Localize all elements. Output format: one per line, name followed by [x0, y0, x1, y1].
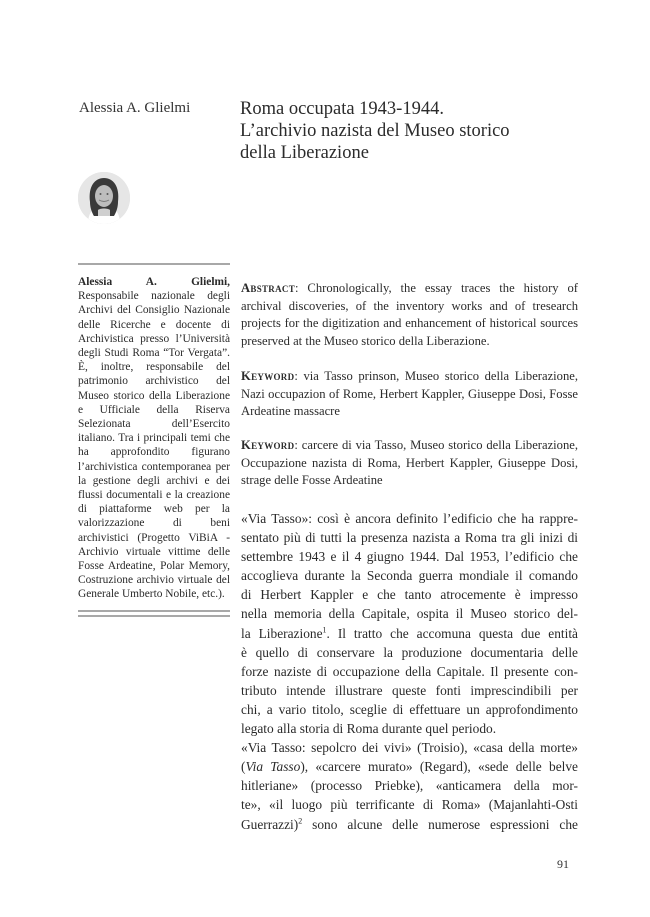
- body-line: forze naziste di occupazione della Capitale. Il presente con-: [241, 663, 578, 679]
- body-text-run: Guerrazzi): [241, 816, 299, 832]
- body-line: di Herbert Kappler e che tanto atrocemente è impresso: [241, 587, 578, 603]
- keyword-label: Keyword: [241, 369, 295, 383]
- body-line: [241, 624, 578, 643]
- body-line: «Via Tasso: sepolcro dei vivi» (Troisio), «casa della morte»: [241, 740, 578, 756]
- body-line: [241, 815, 578, 834]
- bio-divider: [78, 610, 230, 612]
- bio-divider: [78, 615, 230, 617]
- portrait-image: [78, 172, 130, 224]
- keyword-label: Keyword: [241, 438, 295, 452]
- body-paragraph: [241, 509, 578, 738]
- body-text-run: sono alcune delle numerose espressioni che: [302, 816, 578, 832]
- abstract-section: [241, 280, 578, 350]
- body-text-run: la Liberazione: [241, 625, 323, 641]
- author-bio: [78, 265, 230, 602]
- body-line: «Via Tasso»: così è ancora definito l’edificio che ha rappre-: [241, 511, 578, 526]
- body-text: [241, 509, 578, 834]
- bio-text: Responsabile nazionale degli Archivi del Consiglio Nazionale delle Ricerche e docente di Archivistica presso l’Università degli Studi Roma “Tor Vergata”. È, inoltre, responsabile del patrimonio archivistico del Museo storico della Liberazione e Ufficiale della Riserva Selezionata dell’Esercito italiano. Tra i principali temi che ha approfondito figurano l’archivistica contemporanea per la gestione degli archivi e dei flussi documentali e la creazione di piattaforme web per la valorizzazione di beni archivistici (Progetto ViBiA - Archivio virtuale vittime delle Fosse Ardeatine, Polar Memory, Costruzione archivio virtuale del Generale Umberto Nobile, etc.).: [78, 290, 230, 601]
- keyword-en-section: [241, 368, 578, 421]
- body-line: sentato più di tutti la presenza nazista a Roma tra gli inizi di: [241, 530, 578, 546]
- body-line: hitleriane» (processo Priebke), «anticamera della mor-: [241, 778, 578, 794]
- body-line: [241, 757, 578, 776]
- italic-title: Via Tasso: [245, 759, 301, 775]
- abstract-label: Abstract: [241, 281, 296, 295]
- body-line: è quello di conservare la produzione documentaria delle: [241, 644, 578, 660]
- title-line: L’archivio nazista del Museo storico: [240, 121, 510, 141]
- body-line: tributo intende illustrare queste fonti imprescindibili per: [241, 682, 578, 698]
- body-text-run: ), «carcere murato» (Regard), «sede delle belve: [300, 759, 578, 775]
- body-line: accoglieva durante la Seconda guerra mondiale il comando: [241, 568, 578, 584]
- footnote-ref[interactable]: 1: [322, 625, 327, 635]
- body-text-run: . Il tratto che accomuna questa due entità: [326, 625, 578, 641]
- body-line: settembre 1943 e il 4 giugno 1944. Dal 1953, l’edificio che: [241, 549, 578, 565]
- abstract-text: : Chronologically, the essay traces the history of archival discoveries, of the inventory works and of tresearch projects for the digitization and enhancement of historical sources preserved at the Museo storico della Liberazione.: [241, 281, 578, 348]
- bio-name: Alessia A. Glielmi,: [78, 276, 230, 288]
- body-text-run: (: [241, 759, 246, 775]
- author-name: Alessia A. Glielmi: [79, 100, 191, 116]
- author-photo: [78, 172, 130, 224]
- body-line: te», «il luogo più terrificante di Roma» (Majanlahti-Osti: [241, 797, 578, 813]
- keyword-it-text: : carcere di via Tasso, Museo storico della Liberazione, Occupazione nazista di Roma, Herbert Kappler, Giuseppe Dosi, strage delle Fosse Ardeatine: [241, 438, 578, 488]
- footnote-ref[interactable]: 2: [298, 816, 303, 826]
- body-line: nella memoria della Capitale, ospita il Museo storico del-: [241, 606, 578, 622]
- body-line: legato alla storia di Roma durante quel periodo.: [241, 721, 497, 737]
- body-paragraph: [241, 738, 578, 833]
- page-number: 91: [557, 857, 569, 871]
- keyword-en-text: : via Tasso prinson, Museo storico della Liberazione, Nazi occupazion of Rome, Herbert Kappler, Giuseppe Dosi, Fosse Ardeatine massacre: [241, 369, 578, 419]
- title-line: Roma occupata 1943-1944.: [240, 99, 444, 119]
- title-line: della Liberazione: [240, 143, 369, 163]
- body-line: chi, a vario titolo, sceglie di effettuare un approfondimento: [241, 701, 578, 717]
- keyword-it-section: [241, 437, 578, 490]
- author-bio-box: [78, 263, 230, 617]
- article-title: [240, 98, 580, 164]
